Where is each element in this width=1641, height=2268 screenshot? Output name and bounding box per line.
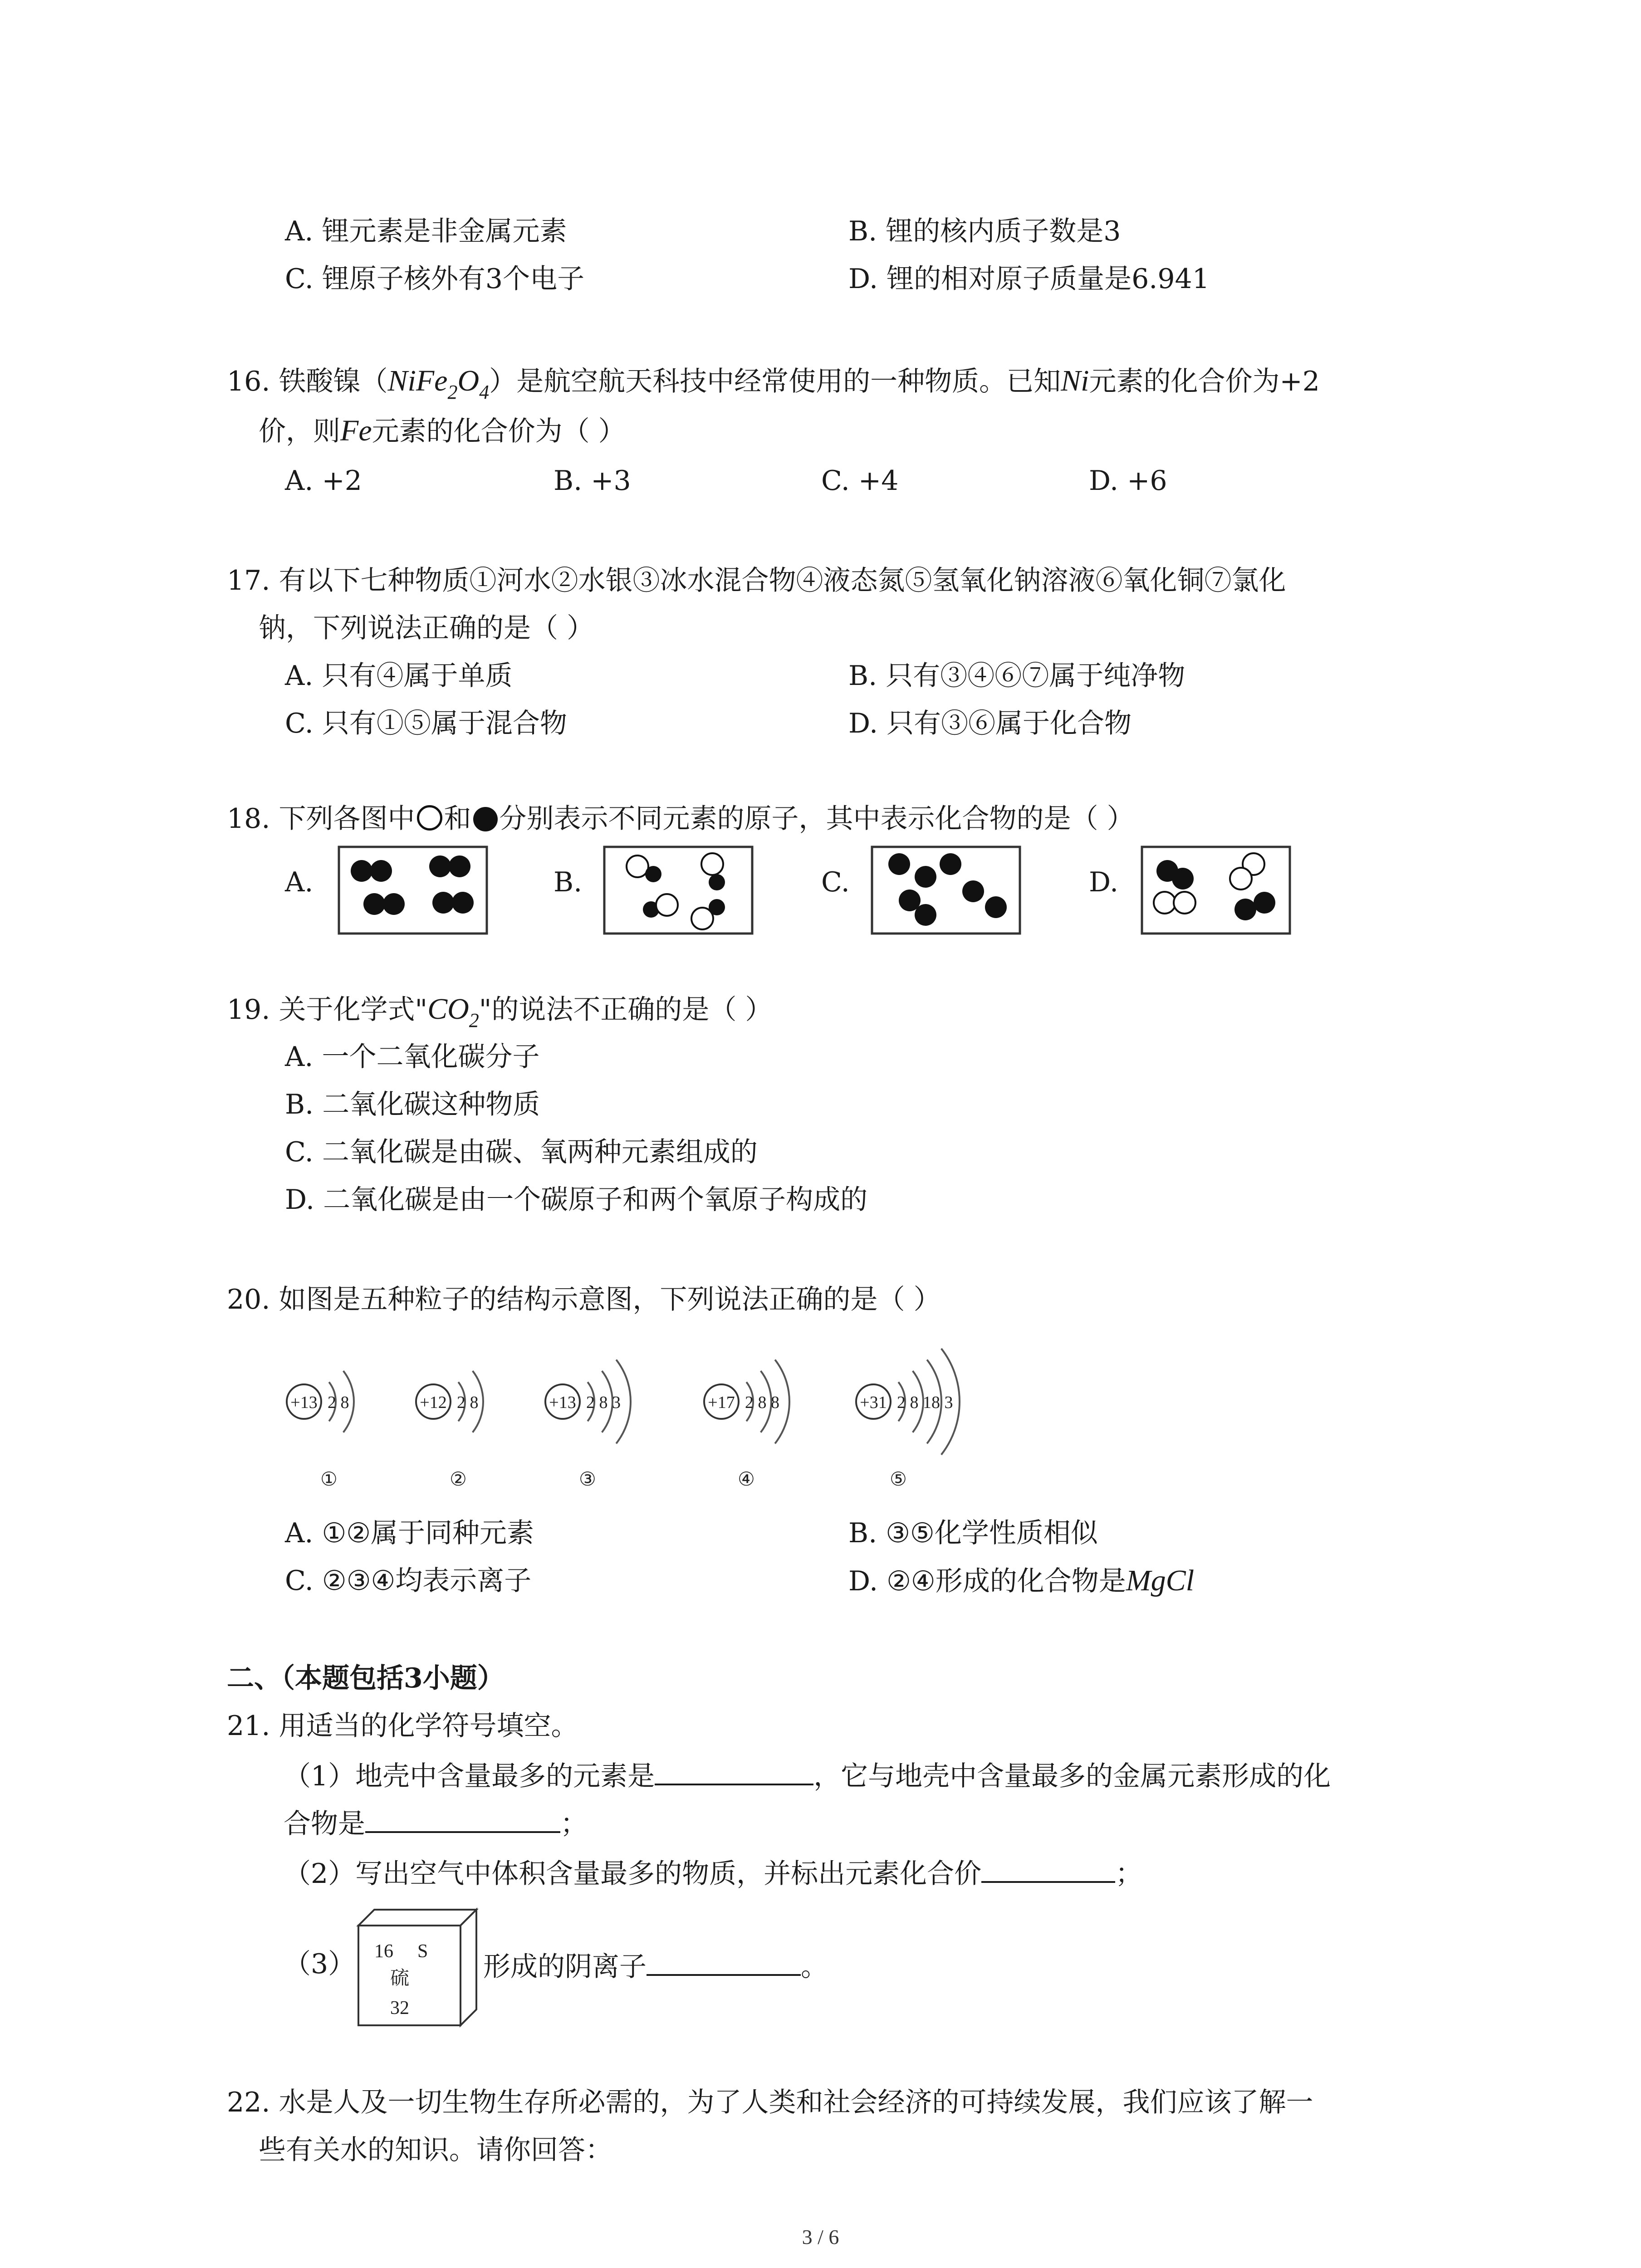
q19-option-c: C. 二氧化碳是由碳、氧两种元素组成的 [285,1136,758,1168]
q16-option-c: C. +4 [821,465,899,497]
svg-text:S: S [417,1941,428,1962]
mgcl-formula: MgCl [1126,1564,1195,1597]
white-atom-icon [417,805,442,831]
q21-part3-label: （3） [284,1948,356,1980]
q19-option-b: B. 二氧化碳这种物质 [285,1089,540,1120]
nucleus-charge: +13 [549,1393,576,1412]
svg-text:32: 32 [390,1998,409,2019]
q18-label-d: D. [1089,866,1119,898]
section-2-title: 二、（本题包括3小题） [227,1662,505,1694]
ni-symbol: Ni [1061,364,1089,397]
svg-text:16: 16 [374,1941,393,1962]
q17-option-a: A. 只有④属于单质 [285,660,513,692]
q16-option-d: D. +6 [1089,465,1167,497]
q20-option-b: B. ③⑤化学性质相似 [848,1517,1098,1549]
q18-diagram-c [871,846,1021,934]
fe-symbol: Fe [340,414,372,447]
q17-stem-line2: 钠，下列说法正确的是（ ） [259,612,594,644]
sulfur-element-card [356,1907,479,2028]
particle-label: ④ [738,1468,755,1490]
q15-option-a: A. 锂元素是非金属元素 [285,215,567,247]
q18-diagram-d [1141,846,1291,934]
q20-stem: 20. 如图是五种粒子的结构示意图，下列说法正确的是（ ） [227,1284,941,1315]
page-number: 3 / 6 [802,2225,839,2248]
particle-label: ⑤ [890,1468,907,1490]
q20-option-d: D. ②④形成的化合物是MgCl [848,1564,1195,1597]
particle-label: ① [320,1468,338,1490]
q17-stem-line1: 17. 有以下七种物质①河水②水银③冰水混合物④液态氮⑤氢氧化钠溶液⑥氧化铜⑦氯化 [227,565,1286,596]
q19-option-a: A. 一个二氧化碳分子 [285,1041,540,1073]
atom-diagram-2 [413,1327,563,1490]
q18-label-c: C. [821,866,850,898]
q16-option-b: B. +3 [554,465,631,497]
answer-blank-2[interactable] [365,1803,560,1833]
atom-diagram-5 [853,1327,1003,1490]
atom-diagram-4 [701,1327,851,1490]
q18-label-a: A. [285,866,314,898]
nucleus-charge: +17 [708,1393,735,1412]
q18-stem: 18. 下列各图中 和 分别表示不同元素的原子，其中表示化合物的是（ ） [227,803,1134,835]
q17-option-d: D. 只有③⑥属于化合物 [848,708,1132,739]
q16-formula: $NiFe_2O_4$ [387,364,490,403]
q16-stem-line2: 价，则Fe元素的化合价为（ ） [259,414,626,447]
q19-stem: 19. 关于化学式"$CO_2$"的说法不正确的是（ ） [227,992,773,1031]
q21-part2: （2）写出空气中体积含量最多的物质，并标出元素化合价 ； [284,1853,1142,1892]
q18-diagram-b [603,846,753,934]
answer-blank-4[interactable] [647,1946,801,1976]
answer-blank-3[interactable] [981,1853,1115,1883]
nucleus-charge: +12 [420,1393,447,1412]
q17-option-c: C. 只有①⑤属于混合物 [285,708,567,739]
answer-blank-1[interactable] [655,1755,813,1785]
atom-diagram-1 [284,1327,433,1490]
electron-counts: 2 8 3 [586,1393,621,1412]
q22-stem-line2: 些有关水的知识。请你回答： [259,2134,612,2166]
q15-option-b: B. 锂的核内质子数是3 [848,215,1121,247]
q16-stem-line1: 16. 铁酸镍$(NiFe_2O_4)$是航空航天科技中经常使用的一种物质。已知Ni元素的化合价为+2 [227,364,1320,403]
atom-diagram-3 [542,1327,692,1490]
electron-counts: 2 8 [457,1393,479,1412]
q20-option-c: C. ②③④均表示离子 [285,1565,532,1597]
q19-option-d: D. 二氧化碳是由一个碳原子和两个氧原子构成的 [285,1184,868,1216]
electron-counts: 2 8 [328,1393,349,1412]
electron-counts: 2 8 18 3 [897,1393,953,1412]
q16-option-a: A. +2 [285,465,362,497]
particle-label: ③ [579,1468,596,1490]
q19-formula: $CO_2$ [427,992,479,1031]
q15-option-d: D. 锂的相对原子质量是6.941 [848,263,1210,295]
q17-option-b: B. 只有③④⑥⑦属于纯净物 [848,660,1185,692]
black-atom-icon [473,807,498,831]
q18-label-b: B. [554,866,583,898]
electron-counts: 2 8 8 [745,1393,779,1412]
nucleus-charge: +13 [290,1393,318,1412]
q21-part1-line2: 合物是 ； [284,1803,588,1842]
q18-diagram-a [338,846,488,934]
q21-part3: 形成的阴离子 。 [483,1946,828,1985]
q21-stem: 21. 用适当的化学符号填空。 [227,1710,578,1742]
particle-label: ② [450,1468,467,1490]
q20-option-a: A. ①②属于同种元素 [285,1517,534,1549]
q21-part1-line1: （1）地壳中含量最多的元素是 ，它与地壳中含量最多的金属元素形成的化 [284,1755,1331,1794]
nucleus-charge: +31 [860,1393,887,1412]
q15-option-c: C. 锂原子核外有3个电子 [285,263,585,295]
q22-stem-line1: 22. 水是人及一切生物生存所必需的，为了人类和社会经济的可持续发展，我们应该了解一 [227,2087,1313,2118]
svg-text:硫: 硫 [390,1967,410,1989]
